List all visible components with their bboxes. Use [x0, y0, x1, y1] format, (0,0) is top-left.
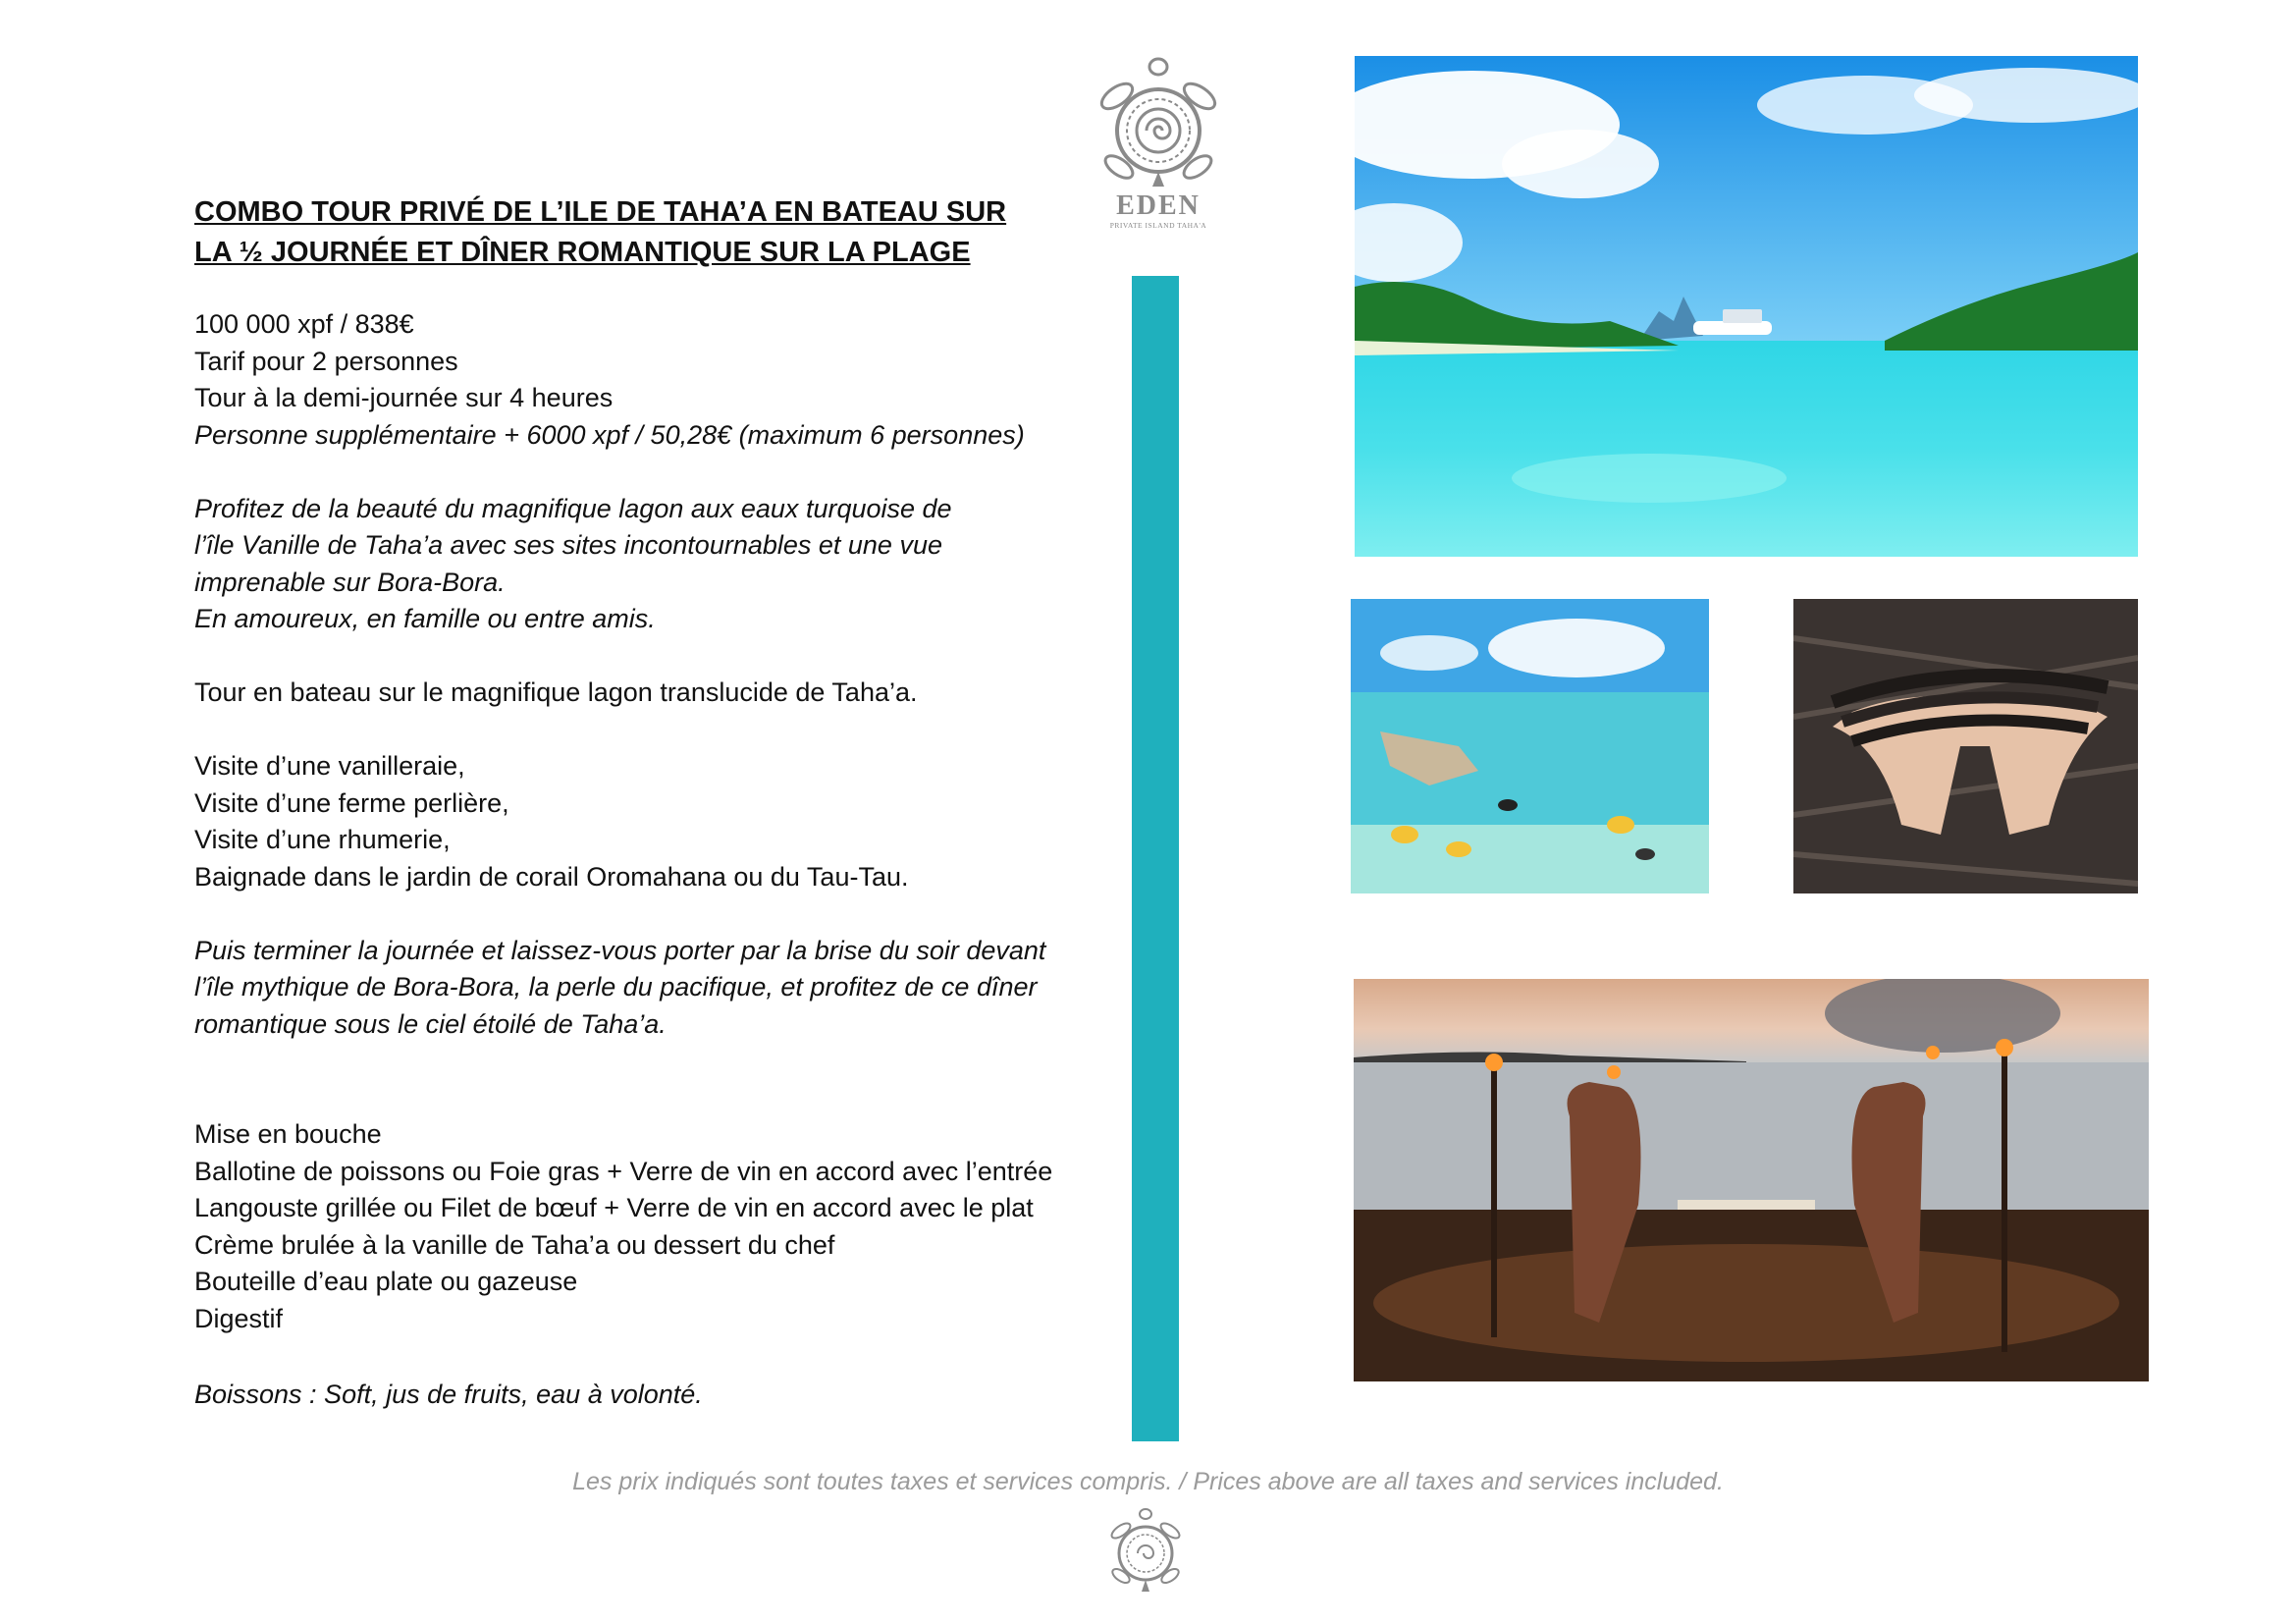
turtle-logo-icon [1090, 57, 1227, 234]
evening-line: l’île mythique de Bora-Bora, la perle du pacifique, et profitez de ce dîner [194, 972, 1038, 1001]
vanilla-beans-photo [1793, 599, 2138, 893]
underwater-stingray-photo [1351, 599, 1709, 893]
eden-logo-footer [1103, 1507, 1188, 1601]
visit-item: Baignade dans le jardin de corail Oromahana ou du Tau-Tau. [194, 861, 909, 892]
offer-description [194, 192, 1107, 1414]
visit-item: Visite d’une ferme perlière, [194, 787, 509, 818]
dinner-menu-list [194, 1116, 1107, 1337]
teal-divider-bar [1132, 276, 1179, 1441]
beach-dinner-photo [1354, 979, 2149, 1381]
intro-line: imprenable sur Bora-Bora. [194, 567, 506, 597]
menu-item: Bouteille d’eau plate ou gazeuse [194, 1267, 578, 1296]
menu-item: Digestif [194, 1303, 284, 1333]
menu-item: Crème brulée à la vanille de Taha’a ou dessert du chef [194, 1229, 835, 1260]
intro-line: l’île Vanille de Taha’a avec ses sites incontournables et une vue [194, 530, 942, 560]
eden-logo [1090, 57, 1227, 234]
lagoon-boat-photo [1355, 56, 2138, 557]
intro-line: En amoureux, en famille ou entre amis. [194, 604, 656, 633]
visit-item: Visite d’une vanilleraie, [194, 751, 465, 781]
offer-title-line-1: COMBO TOUR PRIVÉ DE L’ILE DE TAHA’A EN BATEAU SUR [194, 196, 1007, 228]
brand-tagline: PRIVATE ISLAND TAHA'A [1109, 221, 1207, 230]
evening-line: Puis terminer la journée et laissez-vous porter par la brise du soir devant [194, 935, 1046, 965]
offer-price: 100 000 xpf / 838€ [194, 309, 414, 339]
offer-title-line-2: LA ½ JOURNÉE ET DÎNER ROMANTIQUE SUR LA PLAGE [194, 237, 971, 268]
offer-title [194, 192, 1107, 273]
offer-extra-person: Personne supplémentaire + 6000 xpf / 50,28€ (maximum 6 personnes) [194, 419, 1025, 450]
offer-drinks: Boissons : Soft, jus de fruits, eau à volonté. [194, 1380, 703, 1409]
evening-line: romantique sous le ciel étoilé de Taha’a. [194, 1008, 667, 1039]
brand-name: EDEN [1116, 190, 1201, 221]
footer-price-note: Les prix indiqués sont toutes taxes et services compris. / Prices above are all taxes and services included. [572, 1468, 1724, 1495]
offer-duration: Tour à la demi-journée sur 4 heures [194, 383, 614, 412]
intro-line: Profitez de la beauté du magnifique lagon aux eaux turquoise de [194, 493, 952, 523]
turtle-logo-icon [1103, 1507, 1188, 1601]
offer-evening [194, 933, 1107, 1044]
offer-visits-list [194, 748, 1107, 895]
offer-intro [194, 491, 1107, 638]
offer-tariff: Tarif pour 2 personnes [194, 346, 458, 376]
visit-item: Visite d’une rhumerie, [194, 825, 451, 854]
menu-item: Langouste grillée ou Filet de bœuf + Verre de vin en accord avec le plat [194, 1193, 1034, 1222]
menu-item: Ballotine de poissons ou Foie gras + Verre de vin en accord avec l’entrée [194, 1156, 1053, 1186]
offer-boat-tour: Tour en bateau sur le magnifique lagon translucide de Taha’a. [194, 677, 918, 707]
menu-item: Mise en bouche [194, 1119, 382, 1149]
